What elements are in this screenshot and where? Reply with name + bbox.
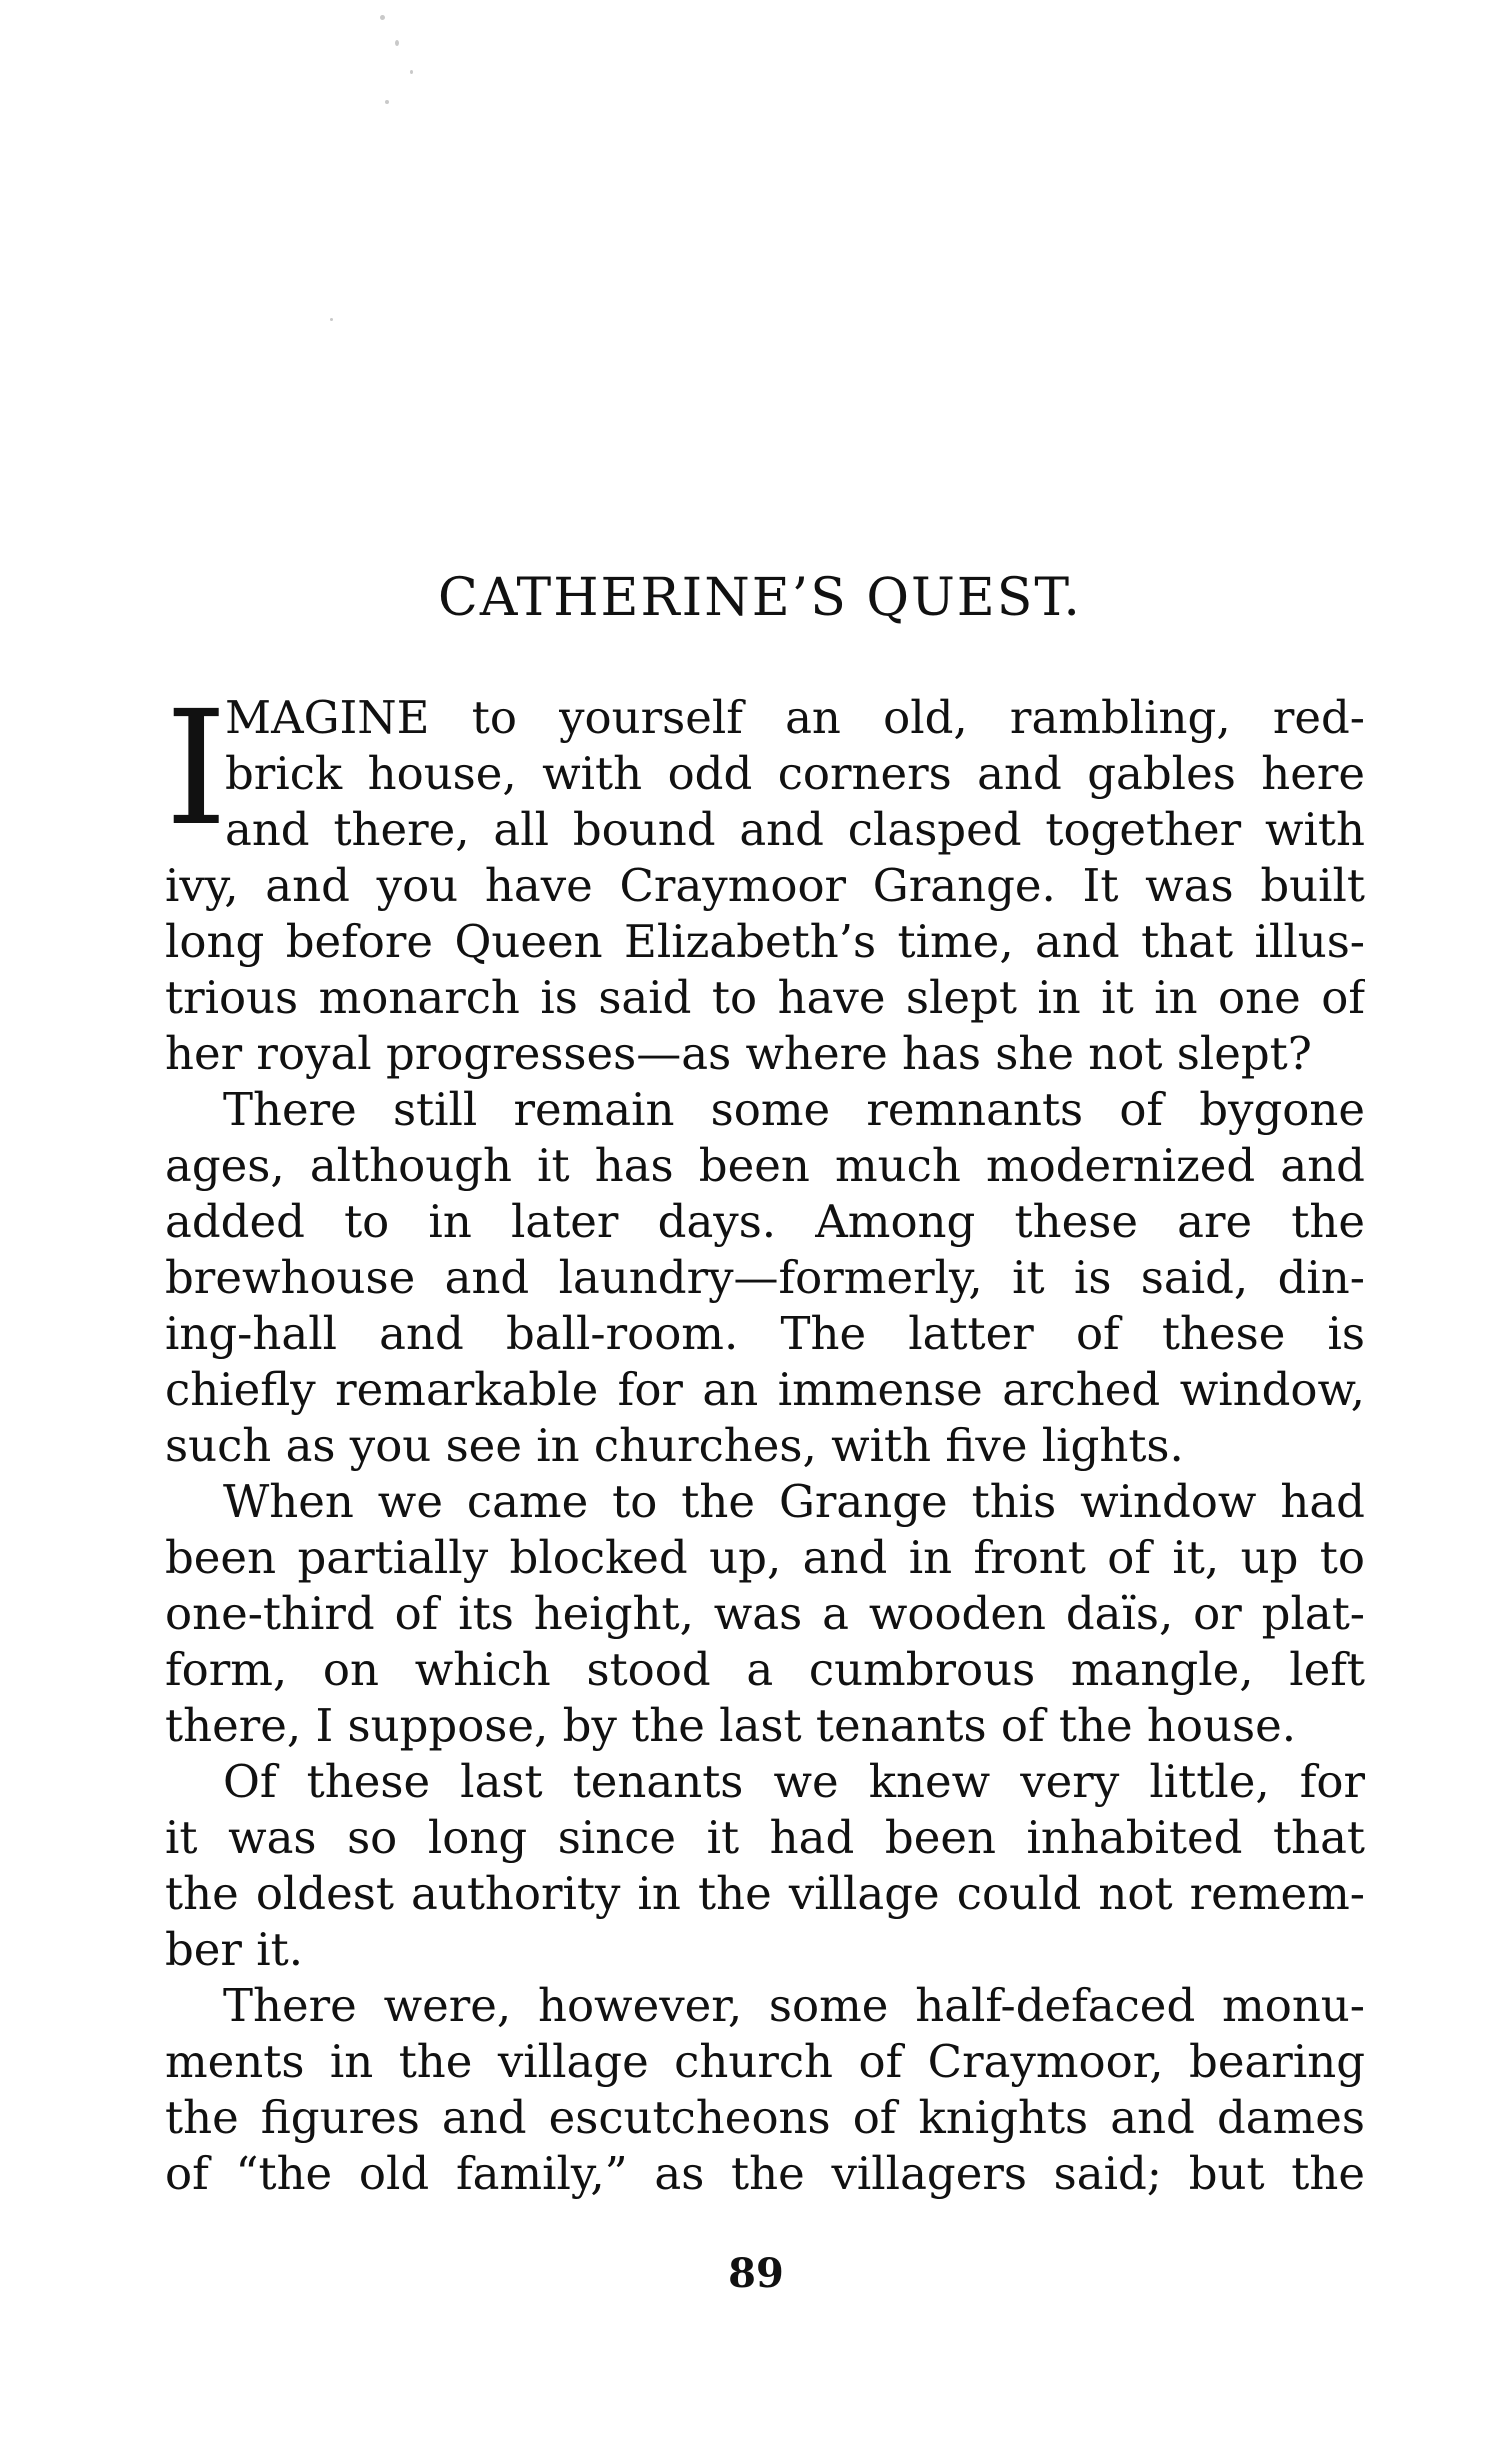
paragraph-2 — [165, 1082, 1365, 1474]
text-line: brick house, with odd corners and gables here — [225, 747, 1365, 800]
scan-speck — [380, 15, 385, 20]
drop-cap: I — [165, 677, 228, 861]
text-line: Of these last tenants we knew very little, for — [223, 1755, 1365, 1808]
text-line: such as you see in churches, with five lights. — [165, 1419, 1184, 1472]
text-line: there, I suppose, by the last tenants of the house. — [165, 1699, 1296, 1752]
text-line: ber it. — [165, 1923, 304, 1976]
text-line: form, on which stood a cumbrous mangle, left — [165, 1643, 1365, 1696]
scan-speck — [410, 70, 413, 74]
text-line: one-third of its height, was a wooden daïs, or plat- — [165, 1587, 1365, 1640]
text-line: ing-hall and ball-room. The latter of these is — [165, 1307, 1365, 1360]
text-line: ments in the village church of Craymoor, bearing — [165, 2035, 1365, 2088]
paragraph-5 — [165, 1978, 1365, 2202]
text-line: ages, although it has been much modernized and — [165, 1139, 1365, 1192]
text-line: been partially blocked up, and in front of it, up to — [165, 1531, 1365, 1584]
paragraph-1 — [165, 858, 1365, 1082]
chapter-title: CATHERINE’S QUEST. — [438, 568, 1082, 628]
opening-paragraph-start — [165, 677, 1365, 861]
text-line: brewhouse and laundry—formerly, it is said, din- — [165, 1251, 1365, 1304]
text-line: chiefly remarkable for an immense arched window, — [165, 1363, 1365, 1416]
text-line: MAGINE to yourself an old, rambling, red- — [225, 691, 1365, 744]
text-line: it was so long since it had been inhabited that — [165, 1811, 1365, 1864]
scan-speck — [385, 100, 389, 104]
text-line: There were, however, some half-defaced monu- — [223, 1979, 1365, 2032]
text-line: and there, all bound and clasped together with — [225, 803, 1365, 856]
text-line: When we came to the Grange this window had — [223, 1475, 1365, 1528]
text-line: There still remain some remnants of bygone — [223, 1083, 1365, 1136]
text-line: ivy, and you have Craymoor Grange. It was built — [165, 859, 1365, 912]
paragraph-4 — [165, 1754, 1365, 1978]
paragraph-3 — [165, 1474, 1365, 1754]
text-line: of “the old family,” as the villagers said; but the — [165, 2147, 1365, 2200]
text-line: the figures and escutcheons of knights and dames — [165, 2091, 1365, 2144]
text-line: the oldest authority in the village could not remem- — [165, 1867, 1365, 1920]
scan-speck — [395, 40, 399, 46]
text-line: her royal progresses—as where has she not slept? — [165, 1027, 1312, 1080]
text-line: trious monarch is said to have slept in it in one of — [165, 971, 1365, 1024]
scan-speck — [330, 318, 333, 321]
text-line: long before Queen Elizabeth’s time, and that illus- — [165, 915, 1365, 968]
body-text — [165, 677, 1365, 2202]
page-number: 89 — [728, 2250, 784, 2297]
text-line: added to in later days. Among these are the — [165, 1195, 1365, 1248]
